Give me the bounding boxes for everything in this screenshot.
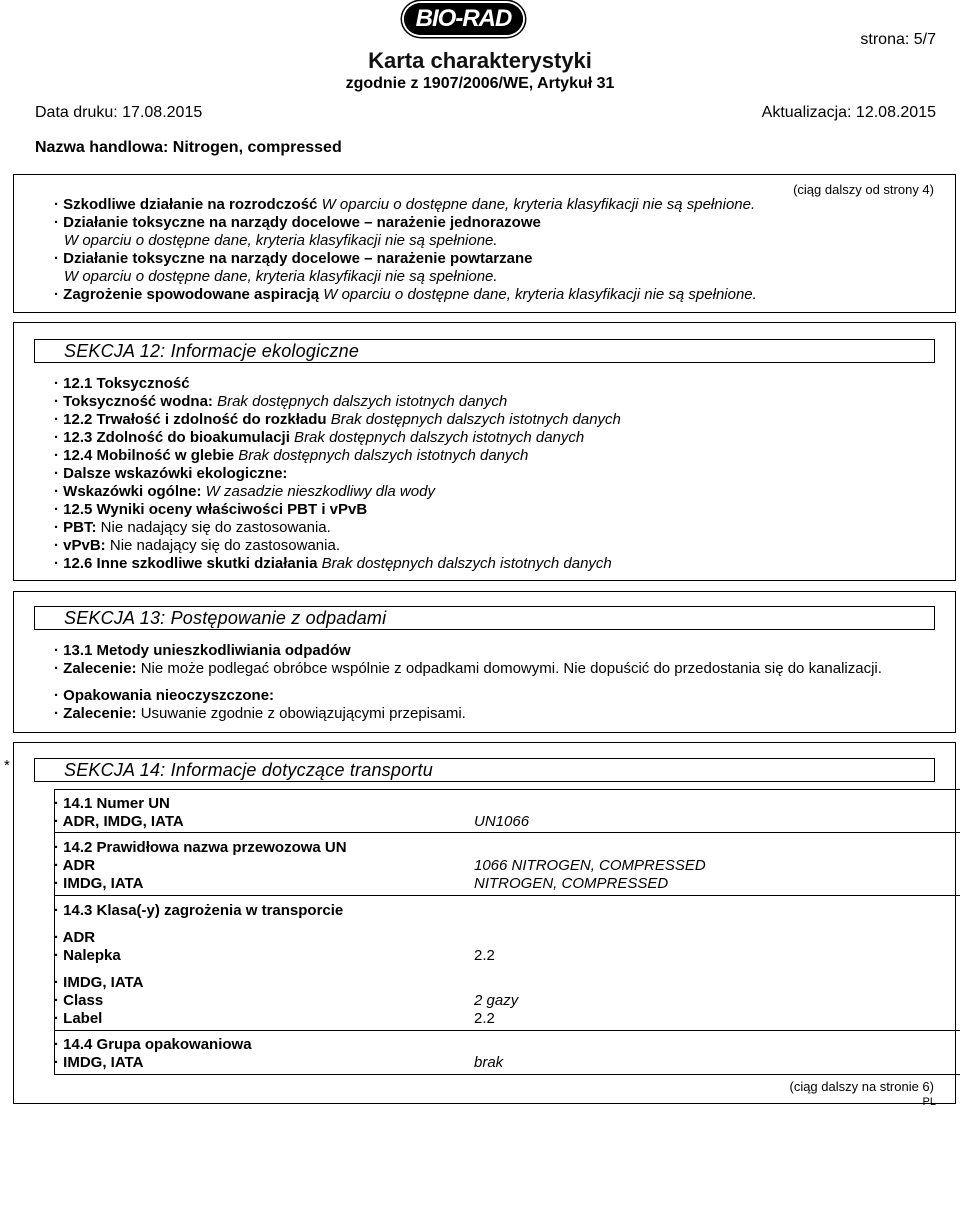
s11-line: · Działanie toksyczne na narządy docelowe – narażenie jednorazowe	[54, 214, 541, 231]
table-cell-value: 2 gazy	[474, 992, 519, 1009]
section-14-title: SEKCJA 14: Informacje dotyczące transportu	[64, 760, 433, 780]
table-row: · IMDG, IATA	[54, 1054, 144, 1071]
s12-line: · Dalsze wskazówki ekologiczne:	[54, 465, 288, 482]
continued-from-label: (ciąg dalszy od strony 4)	[793, 182, 934, 197]
document-title: Karta charakterystyki	[368, 48, 592, 73]
table-cell-value: NITROGEN, COMPRESSED	[474, 875, 669, 892]
change-marker: *	[4, 757, 10, 774]
table-row: · ADR, IMDG, IATA	[54, 813, 184, 830]
s12-line: · 12.2 Trwałość i zdolność do rozkładu Brak dostępnych dalszych istotnych danych	[54, 411, 621, 428]
s12-line: · 12.5 Wyniki oceny właściwości PBT i vPvB	[54, 501, 368, 518]
language-code: PL	[922, 1096, 936, 1108]
s12-line: · PBT: Nie nadający się do zastosowania.	[54, 519, 331, 536]
s11-line: W oparciu o dostępne dane, kryteria klasyfikacji nie są spełnione.	[64, 268, 498, 285]
table-cell-value: brak	[474, 1054, 504, 1071]
continued-on-label: (ciąg dalszy na stronie 6)	[789, 1079, 934, 1094]
s13-line: · Opakowania nieoczyszczone:	[54, 687, 275, 704]
s11-line: W oparciu o dostępne dane, kryteria klasyfikacji nie są spełnione.	[64, 232, 498, 249]
table-row: · Nalepka	[54, 947, 121, 964]
trade-name: Nazwa handlowa: Nitrogen, compressed	[35, 139, 342, 156]
table-row-divider	[54, 832, 960, 833]
table-row: · 14.4 Grupa opakowaniowa	[54, 1036, 252, 1053]
table-row: · IMDG, IATA	[54, 974, 144, 991]
table-row: · 14.3 Klasa(-y) zagrożenia w transporcie	[54, 902, 344, 919]
section-12-title: SEKCJA 12: Informacje ekologiczne	[64, 341, 360, 361]
table-row-divider	[54, 1030, 960, 1031]
s13-line: · Zalecenie: Nie może podlegać obróbce wspólnie z odpadkami domowymi. Nie dopuścić do przedostania się do kanalizacji.	[54, 660, 882, 677]
print-date: Data druku: 17.08.2015	[35, 104, 203, 121]
s13-line: · Zalecenie: Usuwanie zgodnie z obowiązującymi przepisami.	[54, 705, 466, 722]
bio-rad-logo: BIO-RAD	[404, 3, 523, 35]
s12-line: · vPvB: Nie nadający się do zastosowania.	[54, 537, 340, 554]
table-row: · ADR	[54, 857, 96, 874]
table-row: · ADR	[54, 929, 96, 946]
table-cell-value: 1066 NITROGEN, COMPRESSED	[474, 857, 706, 874]
table-row: · Label	[54, 1010, 103, 1027]
document-subtitle: zgodnie z 1907/2006/WE, Artykuł 31	[345, 75, 615, 92]
s12-line: · 12.3 Zdolność do bioakumulacji Brak dostępnych dalszych istotnych danych	[54, 429, 585, 446]
s12-line: · 12.4 Mobilność w glebie Brak dostępnych dalszych istotnych danych	[54, 447, 529, 464]
s12-line: · Toksyczność wodna: Brak dostępnych dalszych istotnych danych	[54, 393, 508, 410]
table-cell-value: 2.2	[474, 1010, 495, 1027]
s12-line: · 12.6 Inne szkodliwe skutki działania Brak dostępnych dalszych istotnych danych	[54, 555, 612, 572]
table-row-divider	[54, 895, 960, 896]
table-row: · IMDG, IATA	[54, 875, 144, 892]
s11-line: · Szkodliwe działanie na rozrodczość W oparciu o dostępne dane, kryteria klasyfikacji nie są spełnione.	[54, 196, 756, 213]
s11-line: · Działanie toksyczne na narządy docelowe – narażenie powtarzane	[54, 250, 533, 267]
table-row: · 14.1 Numer UN	[54, 795, 170, 812]
update-date: Aktualizacja: 12.08.2015	[761, 104, 936, 121]
page-number: strona: 5/7	[860, 31, 936, 48]
s12-line: · Wskazówki ogólne: W zasadzie nieszkodliwy dla wody	[54, 483, 435, 500]
table-cell-value: 2.2	[474, 947, 495, 964]
table-row: · Class	[54, 992, 104, 1009]
section-13-title: SEKCJA 13: Postępowanie z odpadami	[64, 608, 387, 628]
table-row: · 14.2 Prawidłowa nazwa przewozowa UN	[54, 839, 347, 856]
s12-line: · 12.1 Toksyczność	[54, 375, 190, 392]
s13-line: · 13.1 Metody unieszkodliwiania odpadów	[54, 642, 351, 659]
s11-line: · Zagrożenie spowodowane aspiracją W oparciu o dostępne dane, kryteria klasyfikacji nie są spełnione.	[54, 286, 757, 303]
table-cell-value: UN1066	[474, 813, 530, 830]
